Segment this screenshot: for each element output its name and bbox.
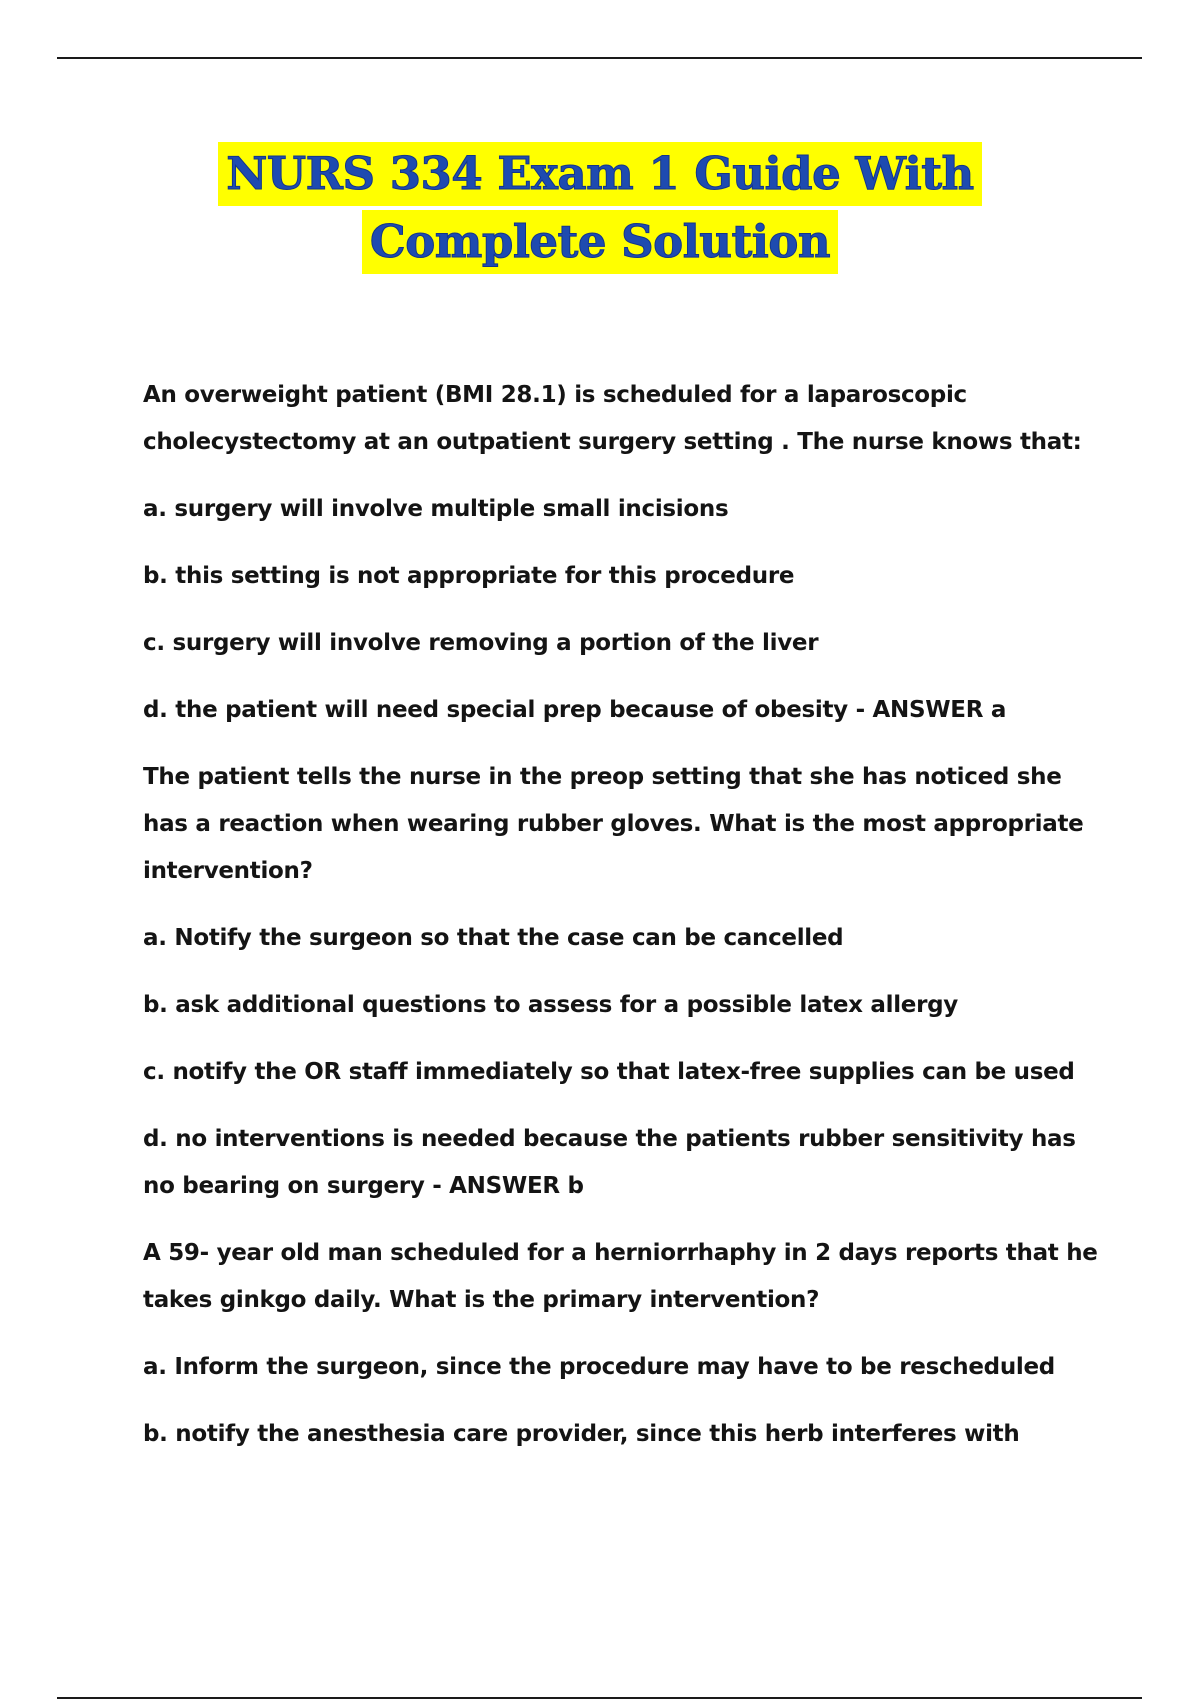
question-1-stem: An overweight patient (BMI 28.1) is scheduled for a laparoscopic cholecystectomy at an outpatient surgery setting . The nurse knows that:: [143, 382, 1082, 455]
question-2-option-a: a. Notify the surgeon so that the case can be cancelled: [143, 925, 844, 951]
document-title: [0, 140, 1200, 276]
title-line-1: NURS 334 Exam 1 Guide With: [218, 142, 981, 206]
top-rule: [57, 57, 1142, 59]
question-1-option-d-answer: d. the patient will need special prep because of obesity - ANSWER a: [143, 697, 1007, 723]
question-2-stem: The patient tells the nurse in the preop setting that she has noticed she has a reaction when wearing rubber gloves. What is the most appropriate intervention?: [143, 764, 1084, 884]
document-body: [143, 372, 1103, 1478]
question-2-option-b: b. ask additional questions to assess for a possible latex allergy: [143, 992, 958, 1018]
question-1-option-b: b. this setting is not appropriate for this procedure: [143, 563, 795, 589]
question-3-option-b: b. notify the anesthesia care provider, since this herb interferes with: [143, 1421, 1020, 1447]
question-2-option-c: c. notify the OR staff immediately so that latex-free supplies can be used: [143, 1059, 1075, 1085]
question-2-option-d-answer: d. no interventions is needed because the patients rubber sensitivity has no bearing on surgery - ANSWER b: [143, 1126, 1076, 1199]
question-1-option-a: a. surgery will involve multiple small incisions: [143, 496, 729, 522]
question-3-option-a: a. Inform the surgeon, since the procedure may have to be rescheduled: [143, 1354, 1055, 1380]
title-line-2: Complete Solution: [362, 210, 838, 274]
bottom-rule: [57, 1697, 1142, 1699]
question-3-stem: A 59- year old man scheduled for a herniorrhaphy in 2 days reports that he takes ginkgo daily. What is the primary intervention?: [143, 1240, 1098, 1313]
question-1-option-c: c. surgery will involve removing a portion of the liver: [143, 630, 819, 656]
